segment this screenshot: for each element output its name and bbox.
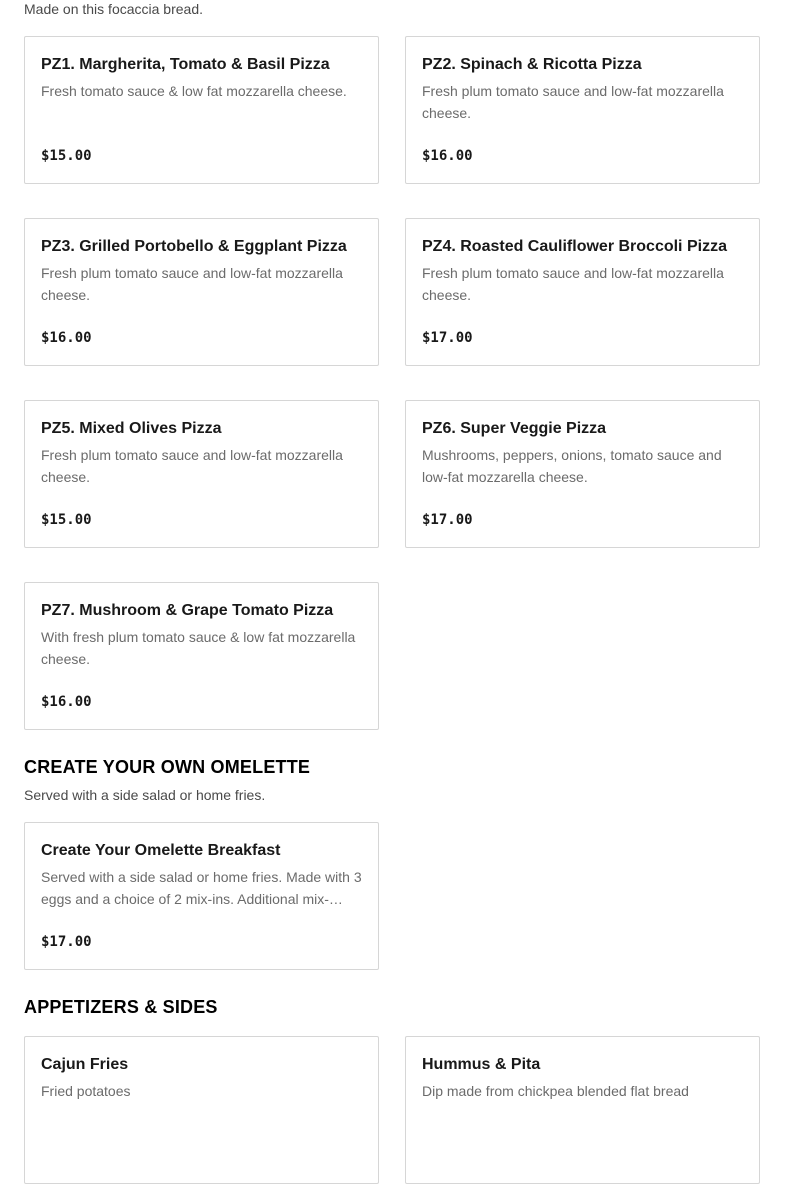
menu-item-price: $15.00: [41, 148, 92, 164]
menu-item-name: Hummus & Pita: [422, 1056, 541, 1073]
menu-item-name: PZ5. Mixed Olives Pizza: [41, 420, 222, 437]
menu-item-card[interactable]: [24, 400, 379, 548]
menu-item-card[interactable]: [24, 36, 379, 184]
menu-item-card[interactable]: [405, 400, 760, 548]
menu-item-card[interactable]: [405, 1036, 760, 1184]
menu-item-description: Fried potatoes: [41, 1083, 131, 1099]
section-description: Made on this focaccia bread.: [24, 1, 203, 17]
menu-item-description: With fresh plum tomato sauce & low fat mozzarella cheese.: [41, 629, 356, 667]
menu-item-card[interactable]: [24, 1036, 379, 1184]
menu-item-description: Fresh plum tomato sauce and low-fat mozzarella cheese.: [41, 447, 343, 485]
menu-item-name: PZ4. Roasted Cauliflower Broccoli Pizza: [422, 238, 727, 255]
menu-item-price: $16.00: [41, 694, 92, 710]
menu-item-price: $16.00: [422, 148, 473, 164]
menu-item-name: Create Your Omelette Breakfast: [41, 842, 281, 859]
menu-item-price: $17.00: [422, 330, 473, 346]
menu-item-price: $17.00: [41, 934, 92, 950]
menu-item-price: $15.00: [41, 512, 92, 528]
menu-item-description: Dip made from chickpea blended flat bread: [422, 1083, 689, 1099]
menu-item-name: Cajun Fries: [41, 1056, 129, 1073]
menu-item-description: Served with a side salad or home fries. Made with 3 eggs and a choice of 2 mix-ins. Additional mix-…: [41, 869, 362, 907]
menu-item-description: Mushrooms, peppers, onions, tomato sauce and low-fat mozzarella cheese.: [422, 447, 722, 485]
menu-item-description: Fresh plum tomato sauce and low-fat mozzarella cheese.: [422, 265, 724, 303]
menu-item-card[interactable]: [24, 582, 379, 730]
menu-item-name: PZ7. Mushroom & Grape Tomato Pizza: [41, 602, 334, 619]
menu-item-price: $17.00: [422, 512, 473, 528]
section-description: Served with a side salad or home fries.: [24, 787, 266, 803]
menu-item-card[interactable]: [24, 218, 379, 366]
menu-item-card[interactable]: [405, 36, 760, 184]
menu-item-description: Fresh plum tomato sauce and low-fat mozzarella cheese.: [422, 83, 724, 121]
menu-item-name: PZ3. Grilled Portobello & Eggplant Pizza: [41, 238, 347, 255]
menu-item-name: PZ1. Margherita, Tomato & Basil Pizza: [41, 56, 330, 73]
menu-item-name: PZ2. Spinach & Ricotta Pizza: [422, 56, 642, 73]
menu-item-price: $16.00: [41, 330, 92, 346]
menu-item-name: PZ6. Super Veggie Pizza: [422, 420, 607, 437]
menu-item-card[interactable]: [24, 822, 379, 970]
section-title: APPETIZERS & SIDES: [24, 997, 218, 1017]
menu-item-description: Fresh plum tomato sauce and low-fat mozzarella cheese.: [41, 265, 343, 303]
section-title: CREATE YOUR OWN OMELETTE: [24, 757, 311, 777]
menu-item-description: Fresh tomato sauce & low fat mozzarella cheese.: [41, 83, 347, 99]
menu-item-card[interactable]: [405, 218, 760, 366]
